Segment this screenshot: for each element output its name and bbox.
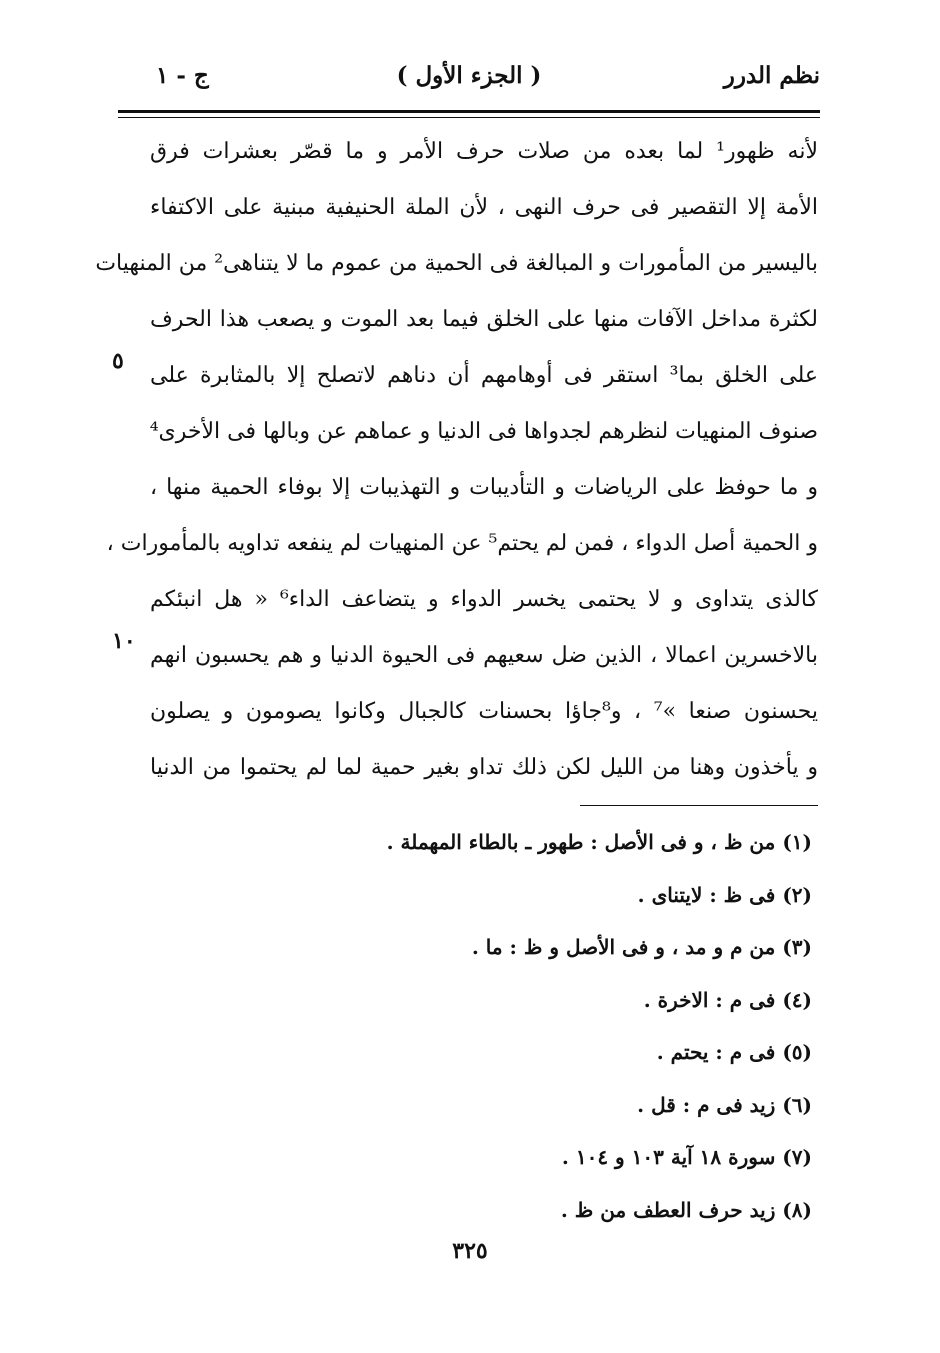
line-text: لأنه ظهور¹ لما بعده من صلات حرف الأمر و ما قصّر بعشرات فرق [150,139,818,164]
footnote-rule [580,805,818,806]
line-text: يحسنون صنعا »⁷ ، و⁸جاؤا بحسنات كالجبال وكانوا يصومون و يصلون [150,699,818,724]
line-text: الأمة إلا التقصير فى حرف النهى ، لأن الملة الحنيفية مبنية على الاكتفاء [150,195,818,220]
footnote: (٥) فى م : يحتم . [656,1040,812,1064]
running-header [118,58,820,102]
text-line [150,292,818,348]
text-line [150,348,818,404]
footnote: (٨) زيد حرف العطف من ظ . [560,1197,812,1222]
line-text: بالاخسرين اعمالا ، الذين ضل سعيهم فى الحيوة الدنيا و هم يحسبون انهم [150,643,818,668]
text-line [150,572,818,628]
footnote: (٤) فى م : الاخرة . [643,987,812,1012]
main-text [95,124,818,796]
line-text: صنوف المنهيات لنظرهم لجدواها فى الدنيا و عماهم عن وبالها فى الأخرى⁴ [149,419,818,444]
numbered-line-wrap [112,628,818,684]
line-text: و ما حوفظ على الرياضات و التأديبات و التهذيبات إلا بوفاء الحمية منها ، [150,475,818,500]
text-line [150,684,818,740]
line-text: كالذى يتداوى و لا يحتمى يخسر الدواء و يتضاعف الداء⁶ « هل انبئكم [150,587,818,612]
text-line [150,180,818,236]
book-title: نظم الدرر [723,62,820,89]
line-text: و يأخذون وهنا من الليل لكن ذلك تداو بغير حمية لما لم يحتموا من الدنيا [150,755,818,780]
footnote: (٣) من م و مد ، و فى الأصل و ظ : ما . [471,935,812,959]
text-line [106,516,818,572]
text-line [150,460,818,516]
text-line [95,236,818,292]
header-rule-thick [118,110,820,113]
text-line [150,740,818,796]
volume-title: ( الجزء الأول ) [396,62,542,89]
line-text: لكثرة مداخل الآفات منها على الخلق فيما بعد الموت و يصعب هذا الحرف [150,307,818,332]
footnote: (١) من ظ ، و فى الأصل : طهور ـ بالطاء المهملة . [386,830,812,854]
footnote: (٢) فى ظ : لايتناى . [637,882,812,907]
text-line [150,404,818,460]
page-number: ٣٢٥ [452,1238,488,1264]
numbered-line-wrap [112,348,818,404]
line-number: ٥ [112,348,124,374]
line-number: ١٠ [112,628,136,654]
footnotes [152,820,812,1240]
footnote: (٦) زيد فى م : قل . [637,1092,812,1117]
header-rule-thin [118,117,820,118]
text-line [150,124,818,180]
text-line [150,628,818,684]
line-text: باليسير من المأمورات و المبالغة فى الحمية من عموم ما لا يتناهى² من المنهيات [95,251,818,276]
line-text: على الخلق بما³ استقر فى أوهامهم أن دناهم لاتصلح إلا بالمثابرة على [150,363,818,388]
volume-code: ج - ١ [156,62,209,89]
line-text: و الحمية أصل الدواء ، فمن لم يحتم⁵ عن المنهيات لم ينفعه تداويه بالمأمورات ، [106,531,818,556]
footnote: (٧) سورة ١٨ آية ١٠٣ و ١٠٤ . [561,1145,812,1169]
